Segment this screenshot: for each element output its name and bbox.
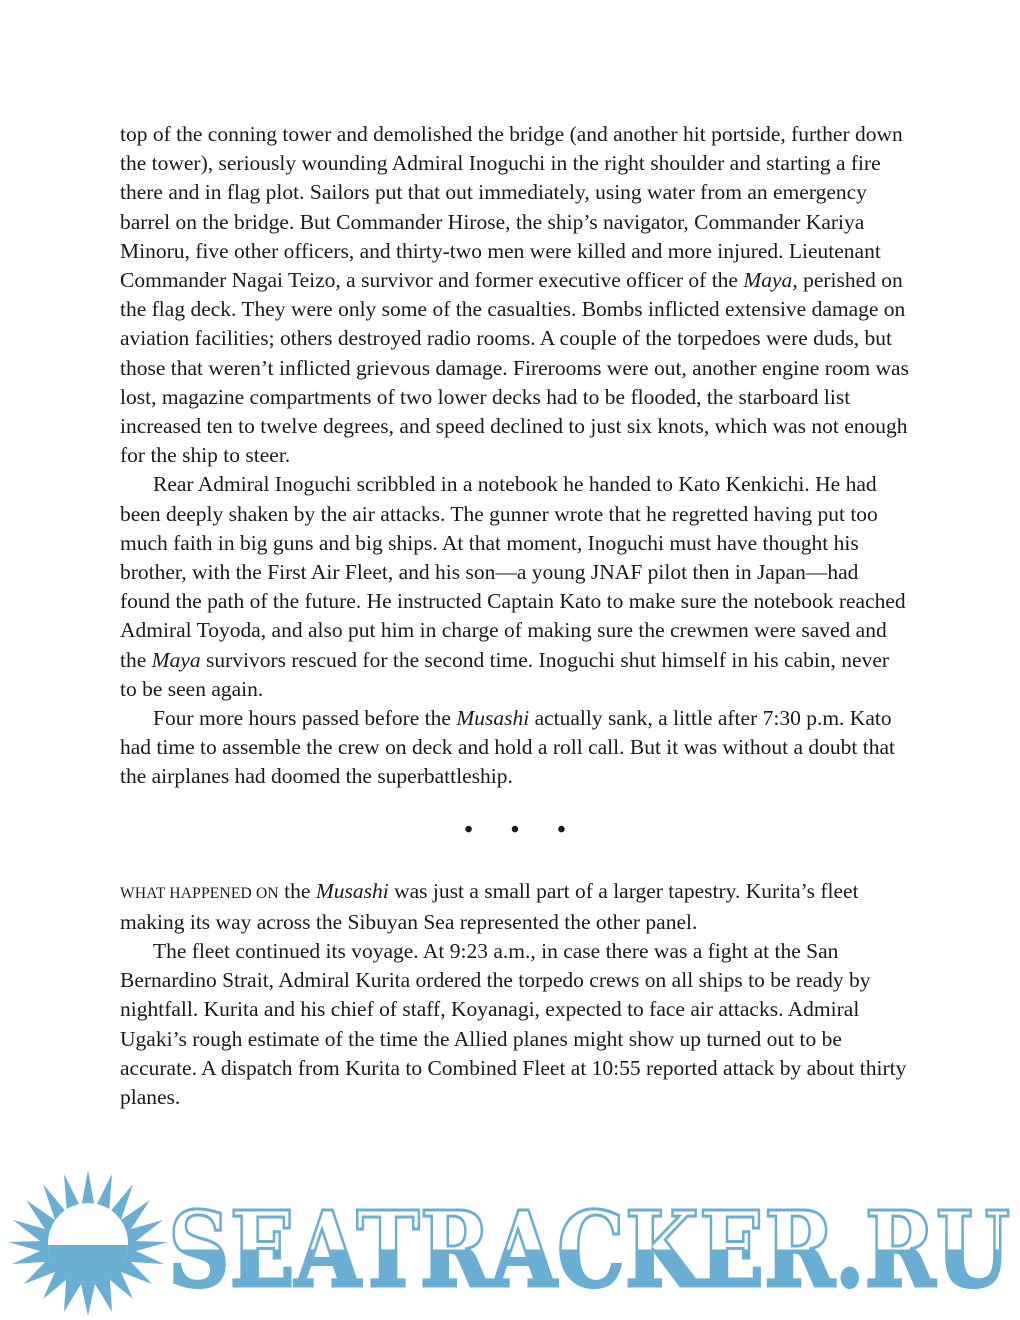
section-separator: • • • [464, 816, 582, 843]
ship-name: Maya [743, 268, 793, 293]
watermark-text: SEATRACKER.RU [168, 1188, 1010, 1311]
small-caps-lead: WHAT HAPPENED ON [120, 884, 279, 902]
ship-name: Maya [151, 647, 201, 672]
paragraph-4: WHAT HAPPENED ON the Musashi was just a small part of a larger tapestry. Kurita’s fleet making its way across the Sibuyan Sea represented the other panel. [120, 878, 859, 934]
sun-icon [8, 1170, 168, 1316]
watermark-logo [0, 1168, 1020, 1320]
paragraph-5: The fleet continued its voyage. At 9:23 a.m., in case there was a fight at the San Bernardino Strait, Admiral Kurita ordered the torpedo crews on all ships to be ready by nightfall. Kurita and his chief of staff, Koyanagi, expected to face air attacks. Admiral Ugaki’s rough estimate of the time the Allied planes might show up turned out to be accurate. A dispatch from Kurita to Combined Fleet at 10:55 reported attack by about thirty planes. [120, 939, 907, 1110]
ship-name: Musashi [456, 706, 530, 731]
ship-name: Musashi [315, 878, 389, 903]
paragraph-3: Four more hours passed before the Musashi actually sank, a little after 7:30 p.m. Kato had time to assemble the crew on deck and hold a roll call. But it was without a doubt that the airplanes had doomed the superbattleship. [120, 706, 896, 789]
paragraph-2: Rear Admiral Inoguchi scribbled in a notebook he handed to Kato Kenkichi. He had been deeply shaken by the air attacks. The gunner wrote that he regretted having put too much faith in big guns and big ships. At that moment, Inoguchi must have thought his brother, with the First Air Fleet, and his son—a young JNAF pilot then in Japan—had found the path of the future. He instructed Captain Kato to make sure the notebook reached Admiral Toyoda, and also put him in charge of making sure the crewmen were saved and the Maya survivors rescued for the second time. Inoguchi shut himself in his cabin, never to be seen again. [120, 472, 906, 701]
paragraph-1: top of the conning tower and demolished the bridge (and another hit portside, further down the tower), seriously wounding Admiral Inoguchi in the right shoulder and starting a fire there and in flag plot. Sailors put that out immediately, using water from an emergency barrel on the bridge. But Commander Hirose, the ship’s navigator, Commander Kariya Minoru, five other officers, and thirty-two men were killed and more injured. Lieutenant Commander Nagai Teizo, a survivor and former executive officer of the Maya, perished on the flag deck. They were only some of the casualties. Bombs inflicted extensive damage on aviation facilities; others destroyed radio rooms. A couple of the torpedoes were duds, but those that weren’t inflicted grievous damage. Firerooms were out, another engine room was lost, magazine compartments of two lower decks had to be flooded, the starboard list increased ten to twelve degrees, and speed declined to just six knots, which was not enough for the ship to steer. [120, 122, 909, 468]
page-body [120, 120, 910, 1112]
